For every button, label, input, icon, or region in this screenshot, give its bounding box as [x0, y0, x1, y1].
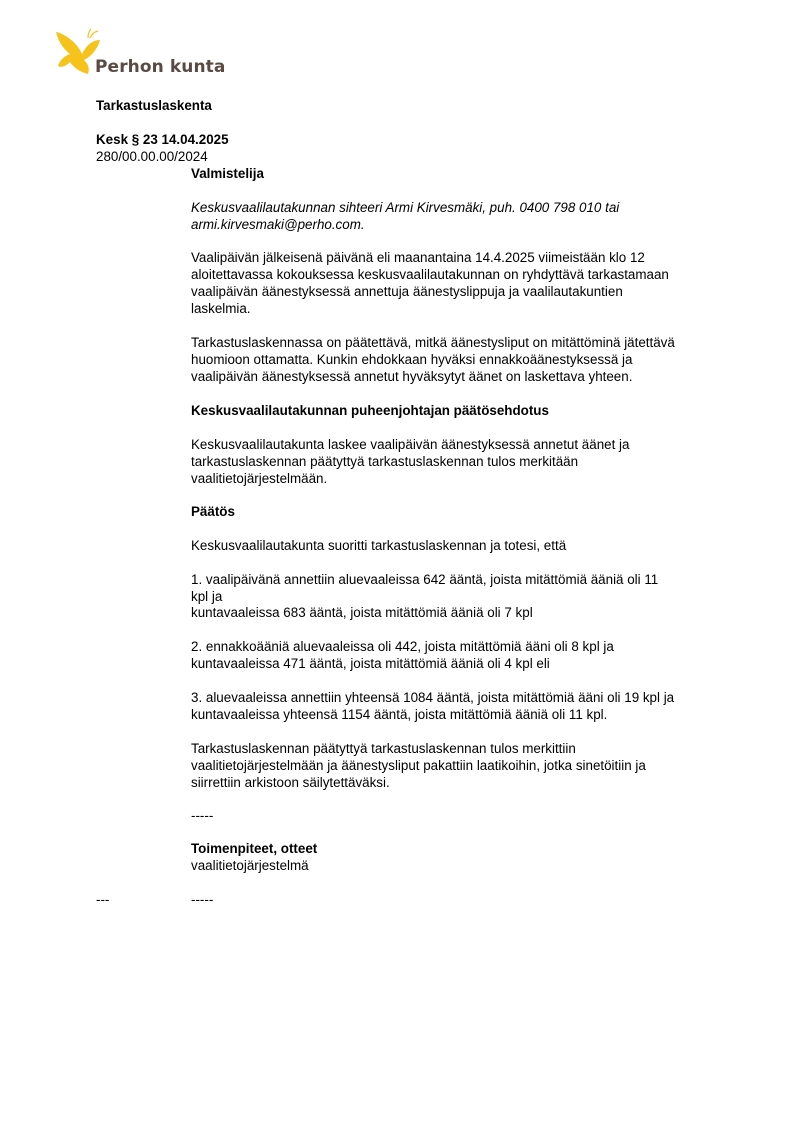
reference-line: Kesk § 23 14.04.2025 [96, 132, 229, 147]
paragraph-line: Vaalipäivän jälkeisenä päivänä eli maanantaina 14.4.2025 viimeistään klo 12 [191, 250, 645, 265]
closing-line: siirrettiin arkistoon säilytettäväksi. [191, 775, 390, 790]
decision-item-line: kuntavaaleissa 683 ääntä, joista mitättömiä ääniä oli 7 kpl [191, 605, 533, 620]
footer-left-marker: --- [96, 892, 110, 907]
footer-right-marker: ----- [191, 892, 214, 907]
paragraph-line: vaalipäivän äänestyksessä annetut hyväksytyt äänet on laskettava yhteen. [191, 369, 633, 384]
proposal-line: Keskusvaalilautakunta laskee vaalipäivän äänestyksessä annetut äänet ja [191, 437, 630, 452]
paragraph-line: laskelmia. [191, 301, 251, 316]
decision-item-line: kuntavaaleissa yhteensä 1154 ääntä, joista mitättömiä ääniä oli 11 kpl. [191, 707, 608, 722]
document-title: Tarkastuslaskenta [96, 98, 212, 113]
proposal-heading: Keskusvaalilautakunnan puheenjohtajan päätösehdotus [191, 403, 549, 418]
decision-heading: Päätös [191, 504, 235, 519]
preparer-email: armi.kirvesmaki@perho.com. [191, 217, 365, 232]
preparer-heading: Valmistelija [191, 166, 264, 181]
proposal-line: tarkastuslaskennan päätyttyä tarkastuslaskennan tulos merkitään [191, 454, 579, 469]
decision-item-line: 1. vaalipäivänä annettiin aluevaaleissa 642 ääntä, joista mitättömiä ääniä oli 11 [191, 572, 659, 587]
org-name: Perhon kunta [95, 57, 226, 77]
decision-item-line: kpl ja [191, 589, 223, 604]
closing-line: vaalitietojärjestelmään ja äänestysliput pakattiin laatikoihin, jotka sinetöitiin ja [191, 758, 646, 773]
paragraph-line: aloitettavassa kokouksessa keskusvaalilautakunnan on ryhdyttävä tarkastamaan [191, 267, 669, 282]
closing-line: Tarkastuslaskennan päätyttyä tarkastuslaskennan tulos merkittiin [191, 741, 576, 756]
proposal-line: vaalitietojärjestelmään. [191, 471, 328, 486]
decision-intro: Keskusvaalilautakunta suoritti tarkastuslaskennan ja totesi, että [191, 538, 567, 553]
decision-item-line: kuntavaaleissa 471 ääntä, joista mitättömiä ääniä oli 4 kpl eli [191, 656, 550, 671]
case-number: 280/00.00.00/2024 [96, 149, 208, 164]
paragraph-line: huomioon ottamatta. Kunkin ehdokkaan hyväksi ennakkoäänestyksessä ja [191, 352, 633, 367]
decision-item-line: 3. aluevaaleissa annettiin yhteensä 1084 ääntä, joista mitättömiä ääni oli 19 kpl ja [191, 690, 675, 705]
preparer-line: Keskusvaalilautakunnan sihteeri Armi Kirvesmäki, puh. 0400 798 010 tai [191, 200, 620, 215]
decision-item-line: 2. ennakkoääniä aluevaaleissa oli 442, joista mitättömiä ääni oli 8 kpl ja [191, 639, 614, 654]
separator: ----- [191, 808, 214, 823]
paragraph-line: Tarkastuslaskennassa on päätettävä, mitkä äänestysliput on mitättöminä jätettävä [191, 335, 675, 350]
actions-heading: Toimenpiteet, otteet [191, 841, 318, 856]
paragraph-line: vaalipäivän äänestyksessä annettuja äänestyslippuja ja vaalilautakuntien [191, 284, 623, 299]
actions-value: vaalitietojärjestelmä [191, 858, 309, 873]
